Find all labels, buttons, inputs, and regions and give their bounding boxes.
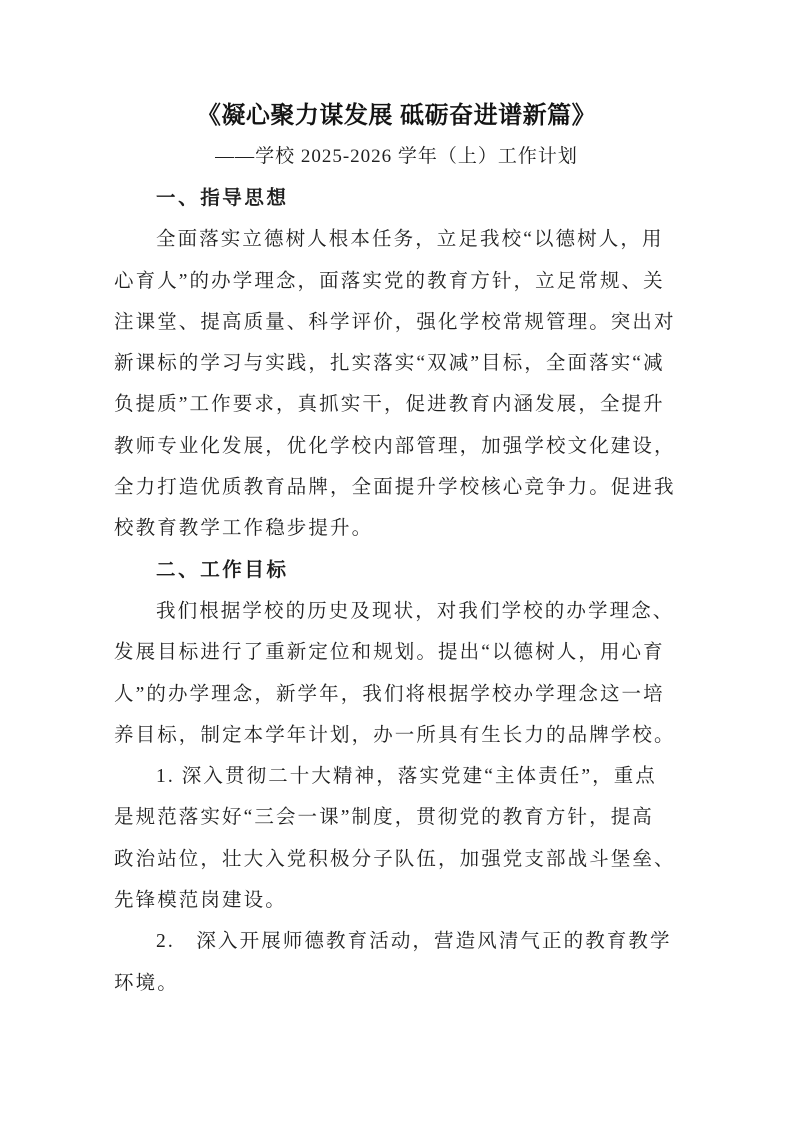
paragraph-line: 环境。 [114, 972, 179, 994]
paragraph-line: 全面落实立德树人根本任务，立足我校“以德树人，用 [156, 229, 664, 251]
document-title: 《凝心聚力谋发展 砥砺奋进谱新篇》 [196, 102, 597, 129]
paragraph-line: 教师专业化发展，优化学校内部管理，加强学校文化建设， [114, 435, 676, 457]
paragraph-line: 新课标的学习与实践，扎实落实“双减”目标，全面落实“减 [114, 353, 665, 375]
paragraph-line: 1. 深入贯彻二十大精神，落实党建“主体责任”，重点 [156, 766, 657, 788]
paragraph-line: 养目标，制定本学年计划，办一所具有生长力的品牌学校。 [114, 724, 676, 746]
section-heading: 二、工作目标 [156, 559, 289, 581]
paragraph-line: 全力打造优质教育品牌，全面提升学校核心竞争力。促进我 [114, 477, 676, 499]
paragraph-line: 发展目标进行了重新定位和规划。提出“以德树人，用心育 [114, 642, 665, 664]
paragraph-line: 我们根据学校的历史及现状，对我们学校的办学理念、 [156, 600, 675, 622]
document-body [114, 178, 679, 1004]
document-content [114, 97, 679, 1004]
paragraph-line: 负提质”工作要求，真抓实干，促进教育内涵发展，全提升 [114, 394, 665, 416]
section-heading: 一、指导思想 [156, 188, 289, 209]
paragraph-line: 2. 深入开展师德教育活动，营造风清气正的教育教学 [156, 931, 672, 953]
paragraph-line: 校教育教学工作稳步提升。 [114, 518, 374, 540]
paragraph-line: 先锋模范岗建设。 [114, 890, 287, 912]
paragraph-line: 是规范落实好“三会一课”制度，贯彻党的教育方针，提高 [114, 807, 654, 829]
paragraph-line: 心育人”的办学理念，面落实党的教育方针，立足常规、关 [114, 270, 665, 292]
paragraph-line: 政治站位，壮大入党积极分子队伍，加强党支部战斗堡垒、 [114, 848, 676, 870]
paragraph-line: 人”的办学理念，新学年，我们将根据学校办学理念这一培 [114, 683, 665, 705]
document-subtitle: ——学校 2025-2026 学年（上）工作计划 [215, 146, 578, 167]
paragraph-line: 注课堂、提高质量、科学评价，强化学校常规管理。突出对 [114, 311, 676, 333]
